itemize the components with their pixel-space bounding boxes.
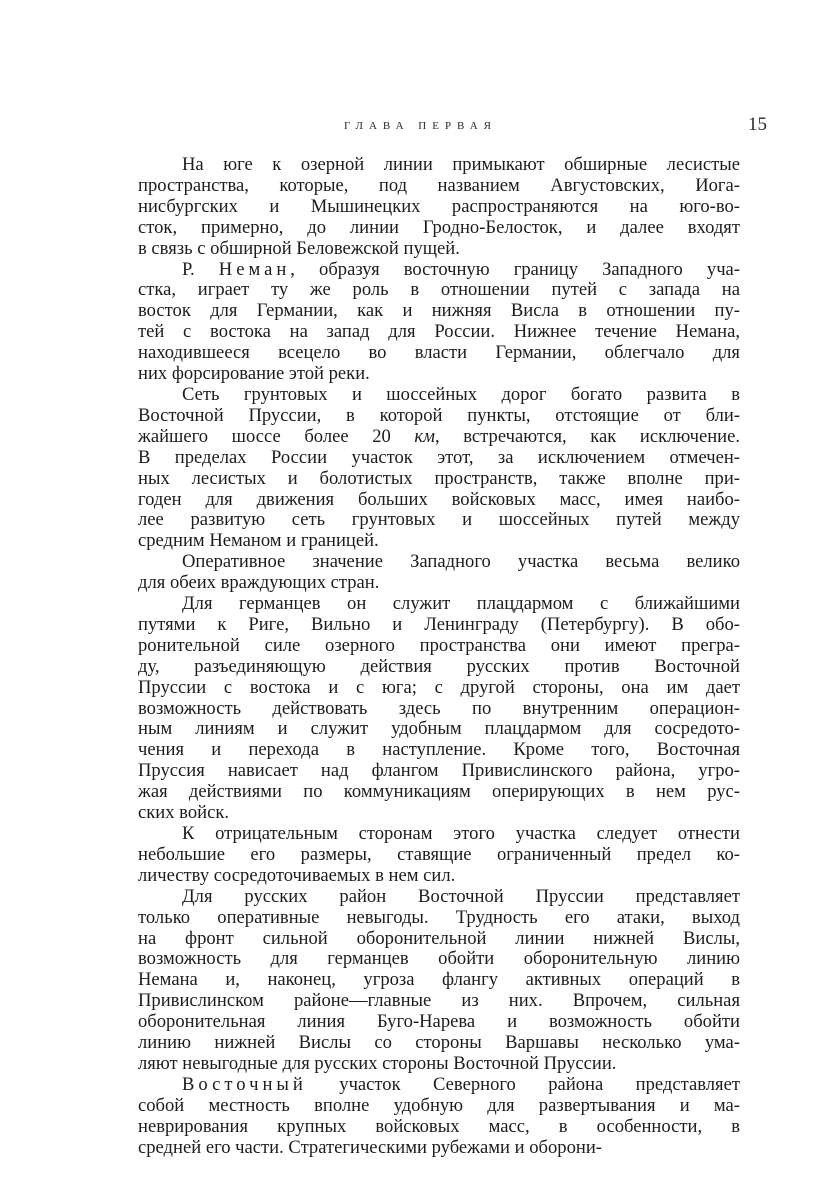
text-run: жайшего шоссе более 20 [138,425,415,447]
text-line: на фронт сильной оборонительной линии нижней Вислы, [138,927,740,949]
text-line: путями к Риге, Вильно и Ленинграду (Петербургу). В обо- [138,613,740,635]
text-line: годен для движения больших войсковых масс, имея наибо- [138,488,740,510]
text-line: Для германцев он служит плацдармом с ближайшими [182,593,740,615]
text-line: собой местность вполне удобную для развертывания и ма- [138,1094,740,1116]
paragraph [138,887,740,1075]
paragraph [138,1075,740,1159]
text-line: небольшие его размеры, ставящие ограниченный предел ко- [138,843,740,865]
body-text [138,155,740,1159]
text-line: жая действиями по коммуникациям оперирующих в нем рус- [138,781,740,803]
paragraph [138,260,740,385]
text-line: На юге к озерной линии примыкают обширные лесистые [182,154,740,175]
italic-unit: км [414,425,435,447]
text-line: Сеть грунтовых и шоссейных дорог богато развита в [182,383,740,405]
text-line [138,1075,740,1096]
text-line: К отрицательным сторонам этого участка следует отнести [182,823,740,844]
text-line: стка, играет ту же роль в отношении путей с запада на [138,279,740,301]
text-line: лее развитую сеть грунтовых и шоссейных путей между [138,509,740,531]
text-line: Оперативное значение Западного участка весьма велико [182,551,740,573]
paragraph [138,824,740,887]
text-line: сток, примерно, до линии Гродно-Белосток, и далее входят [138,216,740,238]
spaced-emphasis: Неман [218,258,291,280]
text-line: ронительной силе озерного пространства они имеют прегра- [138,634,740,656]
text-line: возможность для германцев обойти оборонительную линию [138,948,740,970]
text-line [138,260,740,281]
text-line: ных лесистых и болотистых пространств, также вполне при- [138,467,740,489]
text-line: в связь с обширной Беловежской пущей. [138,237,460,259]
text-line: личеству сосредоточиваемых в нем сил. [138,864,456,886]
text-line: ным линиям и служит удобным плацдармом для сосредото- [138,718,740,740]
text-line: В пределах России участок этот, за исключением отмечен- [138,446,740,468]
text-line: Восточной Пруссии, в которой пункты, отстоящие от бли- [138,404,740,426]
text-line: пространства, которые, под названием Августовских, Иога- [138,174,740,196]
chapter-title: ГЛАВА ПЕРВАЯ [344,120,497,132]
text-run: , встречаются, как исключение. [435,425,740,447]
spaced-emphasis: Восточный [182,1073,307,1095]
text-line: ских войск. [138,802,230,824]
paragraph [138,594,740,824]
text-run: участок Северного района представляет [306,1073,740,1095]
text-line: возможность действовать здесь по внутренним операцион- [138,697,740,719]
text-line: средним Неманом и границей. [138,530,379,552]
text-line: них форсирование этой реки. [138,363,370,385]
text-line: Немана и, наконец, угроза флангу активных операций в [138,969,740,991]
text-line: тей с востока на запад для России. Нижнее течение Немана, [138,321,740,343]
text-line: чения и перехода в наступление. Кроме того, Восточная [138,739,740,761]
text-line: Пруссия нависает над флангом Привислинского района, угро- [138,760,740,782]
text-line: восток для Германии, как и нижняя Висла в отношении пу- [138,300,740,322]
paragraph [138,155,740,260]
text-line [138,427,740,448]
text-line: ду, разъединяющую действия русских против Восточной [138,655,740,677]
paragraph [138,385,740,552]
page-number: 15 [748,114,767,135]
text-line: Для русских район Восточной Пруссии представляет [182,885,740,907]
text-line: находившееся всецело во власти Германии, облегчало для [138,342,740,364]
text-line: нисбургских и Мышинецких распространяются на юго-во- [138,195,740,217]
text-line: оборонительная линия Буго-Нарева и возможность обойти [138,1011,740,1033]
text-line: Привислинском районе—главные из них. Впрочем, сильная [138,990,740,1012]
text-line: Пруссии с востока и с юга; с другой стороны, она им дает [138,676,740,698]
text-line: ляют невыгодные для русских стороны Восточной Пруссии. [138,1052,617,1074]
paragraph [138,552,740,594]
text-run: Р. [182,258,219,280]
text-line: неврирования крупных войсковых масс, в особенности, в [138,1115,740,1137]
text-run: , образуя восточную границу Западного уча- [290,258,740,280]
text-line: линию нижней Вислы со стороны Варшавы несколько ума- [138,1032,740,1054]
running-head [0,114,840,142]
text-line: средней его части. Стратегическими рубежами и оборони- [138,1136,602,1158]
text-line: только оперативные невыгоды. Трудность его атаки, выход [138,906,740,928]
text-line: для обеих враждующих стран. [138,572,380,594]
